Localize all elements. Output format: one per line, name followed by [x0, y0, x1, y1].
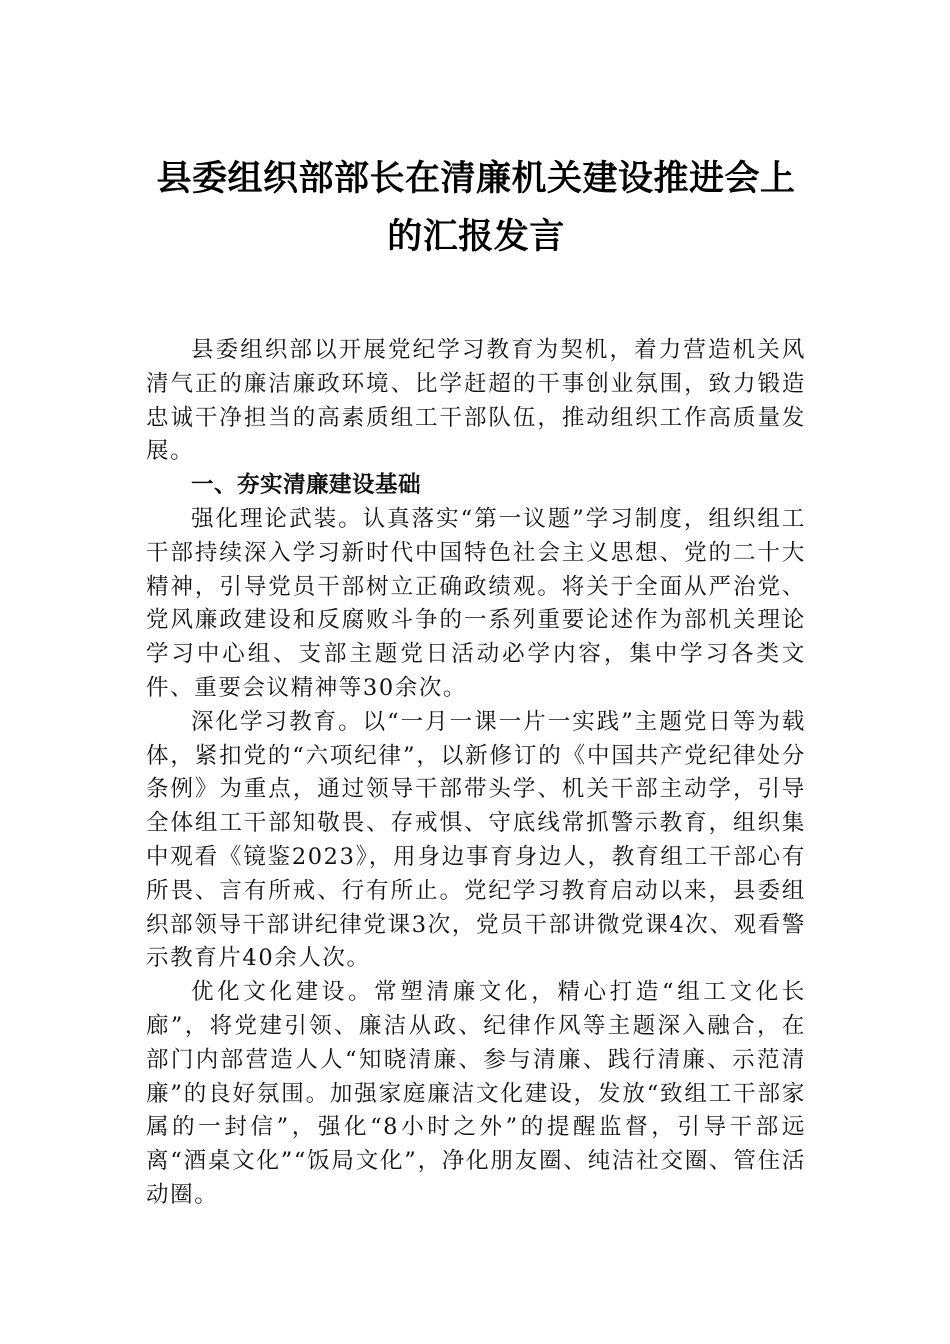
- document-page: [146, 150, 806, 1213]
- title-line-2: 的汇报发言: [387, 217, 565, 257]
- title-line-1: 县委组织部部长在清廉机关建设推进会上: [156, 159, 796, 199]
- document-body: [146, 334, 806, 1213]
- document-title: [146, 150, 806, 266]
- paragraph-culture: 优化文化建设。常塑清廉文化，精心打造“组工文化长廊”，将党建引领、廉洁从政、纪律作风等主题深入融合，在部门内部营造人人“知晓清廉、参与清廉、践行清廉、示范清廉”的良好氛围。加强家庭廉洁文化建设，发放“致组工干部家属的一封信”，强化“8小时之外”的提醒监督，引导干部远离“酒桌文化”“饭局文化”，净化朋友圈、纯洁社交圈、管住活动圈。: [146, 979, 806, 1208]
- intro-paragraph: 县委组织部以开展党纪学习教育为契机，着力营造机关风清气正的廉洁廉政环境、比学赶超的干事创业氛围，致力锻造忠诚干净担当的高素质组工干部队伍，推动组织工作高质量发展。: [146, 337, 806, 465]
- paragraph-education: 深化学习教育。以“一月一课一片一实践”主题党日等为载体，紧扣党的“六项纪律”，以新修订的《中国共产党纪律处分条例》为重点，通过领导干部带头学、机关干部主动学，引导全体组工干部知敬畏、存戒惧、守底线常抓警示教育，组织集中观看《镜鉴2023》，用身边事育身边人，教育组工干部心有所畏、言有所戒、行有所止。党纪学习教育启动以来，县委组织部领导干部讲纪律党课3次，党员干部讲微党课4次、观看警示教育片40余人次。: [146, 708, 806, 972]
- paragraph-theory: 强化理论武装。认真落实“第一议题”学习制度，组织组工干部持续深入学习新时代中国特色社会主义思想、党的二十大精神，引导党员干部树立正确政绩观。将关于全面从严治党、党风廉政建设和反腐败斗争的一系列重要论述作为部机关理论学习中心组、支部主题党日活动必学内容，集中学习各类文件、重要会议精神等30余次。: [146, 505, 806, 701]
- section-heading: 一、夯实清廉建设基础: [191, 472, 422, 499]
